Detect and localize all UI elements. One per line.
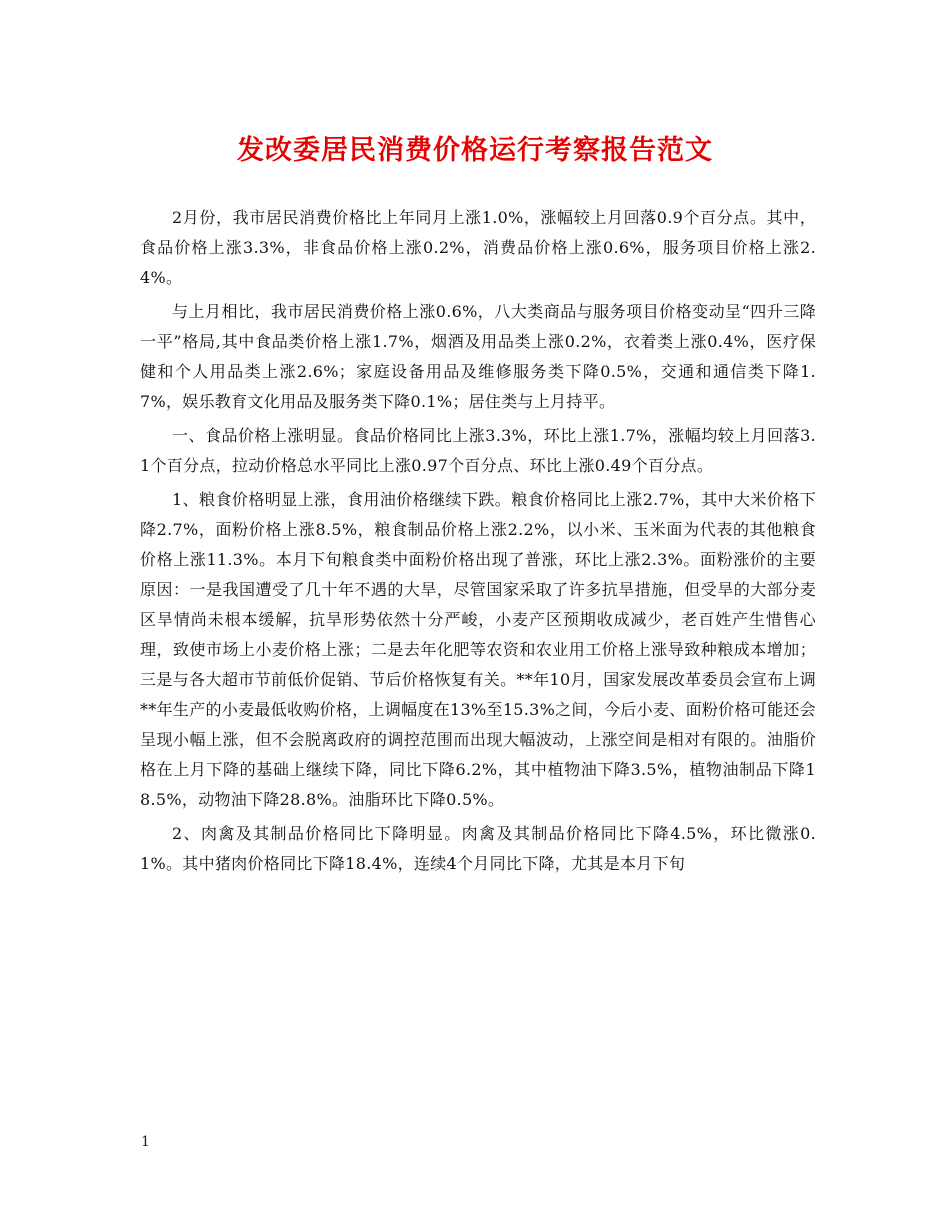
paragraph-summary: 2月份，我市居民消费价格比上年同月上涨1.0%，涨幅较上月回落0.9个百分点。其中，食品价格上涨3.3%，非食品价格上涨0.2%，消费品价格上涨0.6%，服务项目价格上涨2.4%。 [140,208,816,287]
paragraph-food-prices: 一、食品价格上涨明显。食品价格同比上涨3.3%，环比上涨1.7%，涨幅均较上月回落3.1个百分点，拉动价格总水平同比上涨0.97个百分点、环比上涨0.49个百分点。 [140,426,816,475]
paragraph-grain-prices: 1、粮食价格明显上涨，食用油价格继续下跌。粮食价格同比上涨2.7%，其中大米价格下降2.7%，面粉价格上涨8.5%，粮食制品价格上涨2.2%，以小米、玉米面为代表的其他粮食价格上涨11.3%。本月下旬粮食类中面粉价格出现了普涨，环比上涨2.3%。面粉涨价的主要原因：一是我国遭受了几十年不遇的大旱，尽管国家采取了许多抗旱措施，但受旱的大部分麦区旱情尚未根本缓解，抗旱形势依然十分严峻，小麦产区预期收成减少，老百姓产生惜售心理，致使市场上小麦价格上涨；二是去年化肥等农资和农业用工价格上涨导致种粮成本增加；三是与各大超市节前低价促销、节后价格恢复有关。**年10月，国家发展改革委员会宣布上调**年生产的小麦最低收购价格，上调幅度在13%至15.3%之间，今后小麦、面粉价格可能还会呈现小幅上涨，但不会脱离政府的调控范围而出现大幅波动，上涨空间是相对有限的。油脂价格在上月下降的基础上继续下降，同比下降6.2%，其中植物油下降3.5%，植物油制品下降18.5%，动物油下降28.8%。油脂环比下降0.5%。 [140,490,816,809]
document-title: 发改委居民消费价格运行考察报告范文 [237,135,713,166]
page-number: 1 [141,1134,150,1150]
paragraph-month-on-month: 与上月相比，我市居民消费价格上涨0.6%，八大类商品与服务项目价格变动呈“四升三降一平”格局,其中食品类价格上涨1.7%，烟酒及用品类上涨0.2%，衣着类上涨0.4%，医疗保健和个人用品类上涨2.6%；家庭设备用品及维修服务类下降0.5%，交通和通信类下降1.7%，娱乐教育文化用品及服务类下降0.1%；居住类与上月持平。 [140,302,816,411]
document-body [140,203,816,879]
paragraph-meat-prices: 2、肉禽及其制品价格同比下降明显。肉禽及其制品价格同比下降4.5%，环比微涨0.1%。其中猪肉价格同比下降18.4%，连续4个月同比下降，尤其是本月下旬 [140,824,816,873]
